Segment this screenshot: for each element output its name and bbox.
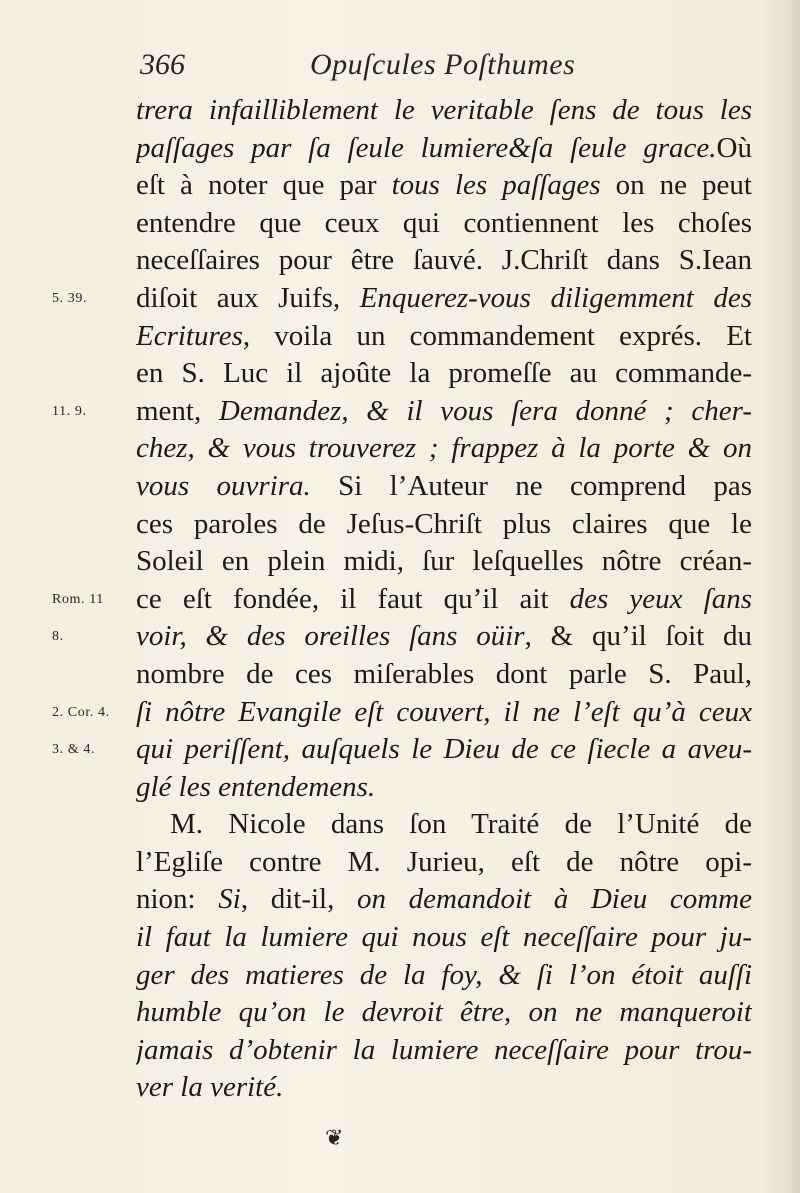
italic-text: qui periſſent, auſquels le Dieu de ce ſiecle a aveu- <box>136 733 752 766</box>
text-line <box>136 430 752 468</box>
text-line <box>136 468 752 506</box>
margin-note: 2. Cor. 4. <box>52 704 110 720</box>
text-line <box>136 318 752 356</box>
roman-text: neceſſaires pour être ſauvé. J.Chriſt dans S.Iean <box>136 244 752 277</box>
text-line <box>136 957 752 995</box>
margin-note: 3. & 4. <box>52 742 96 758</box>
running-title: Opuſcules Poſthumes <box>310 48 576 81</box>
italic-text: trera infailliblement le veritable ſens de tous les <box>136 94 752 126</box>
roman-text: ces paroles de Jeſus-Chriſt plus claires que le <box>136 507 752 540</box>
margin-note: 11. 9. <box>52 403 87 419</box>
text-line <box>136 881 752 919</box>
italic-text: vous ouvrira. <box>136 469 311 502</box>
roman-text: Si l’Auteur ne comprend pas <box>310 469 752 502</box>
roman-text: , voila un commandement exprés. Et <box>242 319 752 352</box>
italic-text: Ecritures <box>136 319 243 352</box>
roman-text: M. Nicole dans ſon Traité de l’Unité de <box>170 808 752 841</box>
roman-text: ment, <box>136 394 219 427</box>
italic-text: des yeux ſans <box>569 582 752 615</box>
roman-text: ce eſt fondée, il faut qu’il ait <box>136 582 570 615</box>
italic-text: paſſages par ſa ſeule lumiere&ſa ſeule grace. <box>136 131 717 164</box>
roman-text: Soleil en plein midi, ſur leſquelles nôtre créan- <box>136 545 752 578</box>
text-line <box>136 581 752 619</box>
text-line <box>136 731 752 769</box>
roman-text: en S. Luc il ajoûte la promeſſe au commande- <box>136 357 752 390</box>
roman-text: on ne peut <box>600 169 752 202</box>
page-header <box>140 42 740 92</box>
italic-text: glé les entendemens. <box>136 770 376 803</box>
page-number: 366 <box>140 48 185 81</box>
text-line <box>136 618 752 656</box>
text-line <box>136 92 752 130</box>
italic-text: Si <box>218 883 241 916</box>
italic-text: ver la verité. <box>136 1071 284 1104</box>
italic-text: il faut la lumiere qui nous eſt neceſſaire pour ju- <box>136 921 752 954</box>
text-line <box>136 242 752 280</box>
margin-note: 5. 39. <box>52 291 88 306</box>
margin-note: Rom. 11 <box>52 591 104 607</box>
roman-text: nion: <box>136 883 219 916</box>
text-line <box>136 280 752 318</box>
italic-text: humble qu’on le devroit être <box>136 996 504 1029</box>
body-text <box>136 92 752 1107</box>
text-line <box>136 355 752 393</box>
text-line <box>136 694 752 732</box>
text-line <box>136 1069 752 1107</box>
text-line <box>136 205 752 243</box>
italic-text: tous les paſſages <box>391 169 601 202</box>
italic-text: on demandoit à Dieu comme <box>357 883 752 916</box>
italic-text: Enquerez-vous diligemment des <box>359 281 752 314</box>
text-line <box>136 919 752 957</box>
text-line <box>136 393 752 431</box>
roman-text: nombre de ces miſerables dont parle S. Paul, <box>136 657 752 690</box>
italic-text: Demandez, & il vous ſera donné ; cher- <box>218 394 752 427</box>
text-line <box>136 130 752 168</box>
text-line <box>136 167 752 205</box>
roman-text: , & qu’il ſoit du <box>524 620 752 653</box>
italic-text: voir, & des oreilles ſans oüir <box>136 620 525 653</box>
roman-text: diſoit aux Juifs, <box>136 281 360 314</box>
italic-text: jamais d’obtenir la lumiere neceſſaire pour trou- <box>136 1033 752 1066</box>
fleuron-ornament-icon: ❦ <box>325 1126 344 1151</box>
text-line <box>136 769 752 807</box>
roman-text: l’Egliſe contre M. Jurieu, eſt de nôtre opi- <box>136 845 752 878</box>
italic-text: ſi nôtre Evangile eſt couvert, il ne l’eſt qu’à ceux <box>136 695 752 728</box>
text-line <box>136 994 752 1032</box>
italic-text: on ne manqueroit <box>528 996 752 1029</box>
italic-text: ger des matieres de la foy, & ſi l’on étoit auſſi <box>136 958 752 991</box>
text-line <box>136 543 752 581</box>
roman-text: entendre que ceux qui contiennent les choſes <box>136 206 752 239</box>
text-line <box>136 656 752 694</box>
text-line <box>136 1032 752 1070</box>
text-line <box>136 806 752 844</box>
roman-text: , <box>504 996 529 1029</box>
roman-text: eſt à noter que par <box>136 169 392 202</box>
roman-text: , dit-il, <box>240 883 357 916</box>
margin-note: 8. <box>52 629 64 645</box>
roman-text: Où <box>716 131 752 164</box>
text-line <box>136 844 752 882</box>
italic-text: chez, & vous trouverez ; frappez à la porte & on <box>136 432 752 465</box>
text-line <box>136 506 752 544</box>
